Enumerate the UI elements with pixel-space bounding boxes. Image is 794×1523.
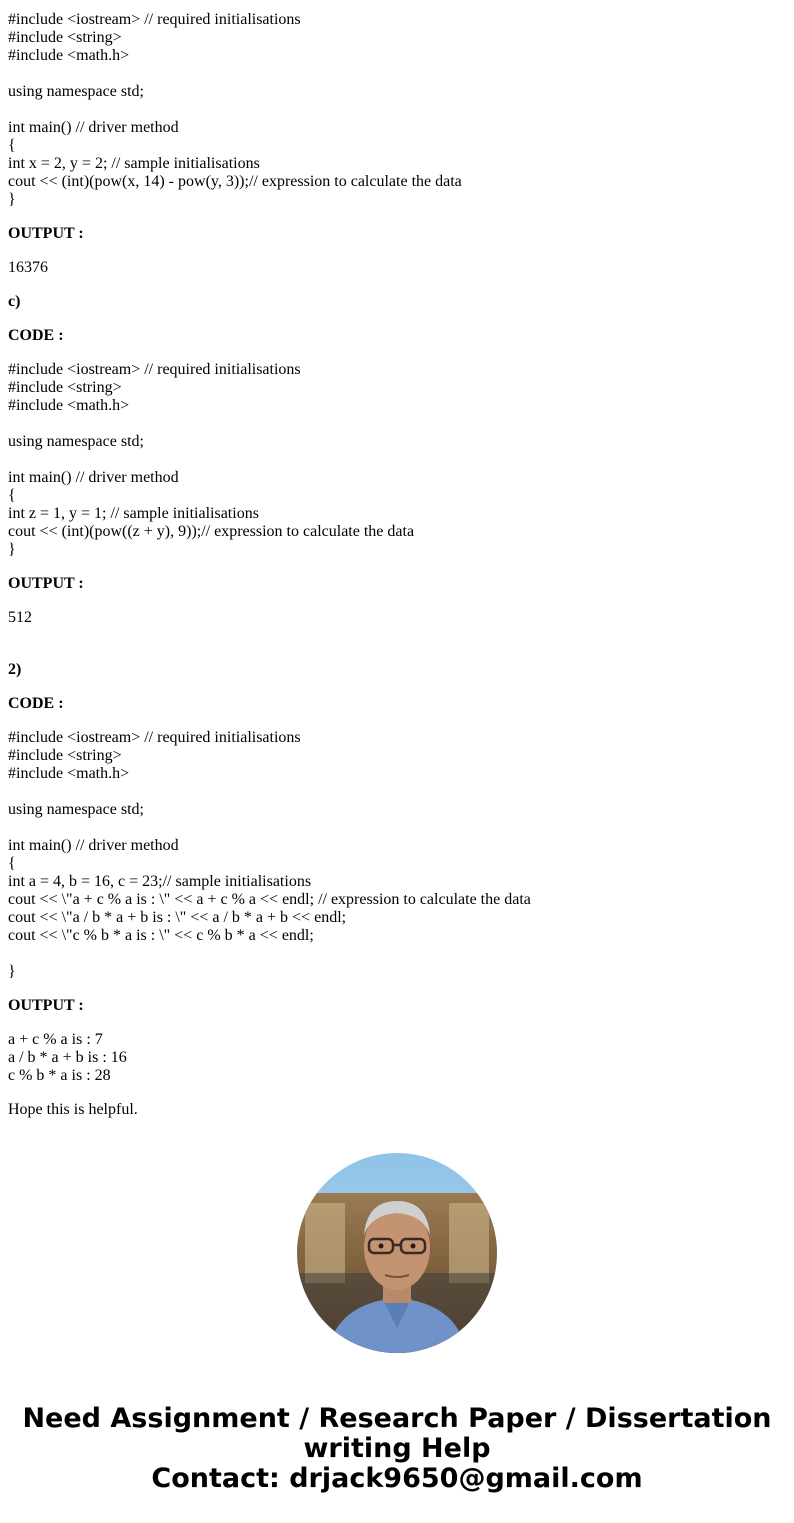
- code-line: #include <iostream> // required initialisations: [8, 361, 301, 378]
- code-line: #include <math.h>: [8, 765, 130, 782]
- output-line: a + c % a is : 7: [8, 1031, 103, 1048]
- code-line: cout << (int)(pow((z + y), 9));// expression to calculate the data: [8, 523, 415, 540]
- code-line: }: [8, 191, 16, 208]
- output-label-3: OUTPUT :: [8, 997, 84, 1014]
- section-label-2: 2): [8, 661, 22, 678]
- code-line: int main() // driver method: [8, 837, 179, 854]
- output-line: a / b * a + b is : 16: [8, 1049, 127, 1066]
- footer-line-1: Need Assignment / Research Paper / Dissertation: [22, 1403, 772, 1434]
- author-avatar: [297, 1153, 497, 1353]
- code-line: [8, 819, 788, 837]
- code-line: #include <string>: [8, 29, 122, 46]
- output-line: c % b * a is : 28: [8, 1067, 111, 1084]
- code-line: cout << \"a / b * a + b is : \" << a / b * a + b << endl;: [8, 909, 347, 926]
- avatar-photo-icon: [297, 1153, 497, 1353]
- code-label-2: CODE :: [8, 327, 64, 344]
- code-line: [8, 101, 788, 119]
- section-label-c: c): [8, 293, 21, 310]
- code-line: cout << (int)(pow(x, 14) - pow(y, 3));// expression to calculate the data: [8, 173, 462, 190]
- code-line: #include <math.h>: [8, 47, 130, 64]
- code-line: using namespace std;: [8, 801, 144, 818]
- output-label-2: OUTPUT :: [8, 575, 84, 592]
- code-line: #include <iostream> // required initialisations: [8, 11, 301, 28]
- code-label-3: CODE :: [8, 695, 64, 712]
- code-line: int main() // driver method: [8, 119, 179, 136]
- code-line: using namespace std;: [8, 83, 144, 100]
- code-block-2: [8, 361, 788, 559]
- code-line: [8, 65, 788, 83]
- code-line: int main() // driver method: [8, 469, 179, 486]
- code-line: #include <string>: [8, 747, 122, 764]
- code-line: {: [8, 487, 16, 504]
- output-block-1: [8, 259, 788, 277]
- code-line: #include <iostream> // required initialisations: [8, 729, 301, 746]
- code-line: int a = 4, b = 16, c = 23;// sample initialisations: [8, 873, 312, 890]
- code-line: int z = 1, y = 1; // sample initialisations: [8, 505, 259, 522]
- code-line: {: [8, 137, 16, 154]
- code-line: [8, 783, 788, 801]
- code-line: #include <string>: [8, 379, 122, 396]
- code-line: using namespace std;: [8, 433, 144, 450]
- output-line: 16376: [8, 259, 48, 276]
- code-line: }: [8, 541, 16, 558]
- code-line: cout << \"c % b * a is : \" << c % b * a << endl;: [8, 927, 314, 944]
- code-line: {: [8, 855, 16, 872]
- output-block-2: [8, 609, 788, 627]
- code-line: #include <math.h>: [8, 397, 130, 414]
- output-label-1: OUTPUT :: [8, 225, 84, 242]
- code-block-3: [8, 729, 788, 981]
- footer-contact: Contact: drjack9650@gmail.com: [151, 1463, 643, 1494]
- output-line: 512: [8, 609, 32, 626]
- code-line: [8, 451, 788, 469]
- code-line: }: [8, 963, 16, 980]
- footer-line-2: writing Help: [303, 1433, 491, 1464]
- code-block-1: [8, 11, 788, 209]
- code-line: [8, 415, 788, 433]
- answer-content: [8, 11, 788, 1119]
- code-line: [8, 945, 788, 963]
- output-block-3: [8, 1031, 788, 1085]
- code-line: cout << \"a + c % a is : \" << a + c % a << endl; // expression to calculate the data: [8, 891, 531, 908]
- closing-text: Hope this is helpful.: [8, 1101, 138, 1118]
- code-line: int x = 2, y = 2; // sample initialisations: [8, 155, 260, 172]
- footer-banner: [0, 1404, 794, 1494]
